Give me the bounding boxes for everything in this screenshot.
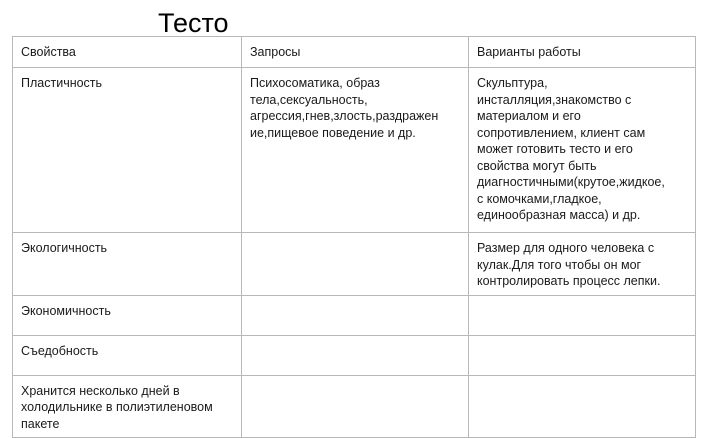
table-row: [13, 233, 696, 296]
table-row: [13, 335, 696, 375]
table-row: [13, 295, 696, 335]
work-options-cell: [469, 335, 696, 375]
table-row: [13, 375, 696, 438]
header-cell-work-options: Варианты работы: [469, 37, 696, 68]
work-options-cell: Размер для одного человека с кулак.Для того чтобы он мог контролировать процесс лепки.: [469, 233, 696, 296]
header-cell-requests: Запросы: [242, 37, 469, 68]
requests-cell: [242, 335, 469, 375]
work-options-cell: [469, 295, 696, 335]
property-cell: Съедобность: [13, 335, 242, 375]
table-row: [13, 68, 696, 233]
header-cell-properties: Свойства: [13, 37, 242, 68]
requests-cell: [242, 233, 469, 296]
requests-cell: Психосоматика, образ тела,сексуальность, агрессия,гнев,злость,раздражен ие,пищевое поведение и др.: [242, 68, 469, 233]
page-title: Тесто: [158, 8, 229, 38]
property-cell: Экономичность: [13, 295, 242, 335]
table-header-row: [13, 37, 696, 68]
work-options-cell: [469, 375, 696, 438]
requests-cell: [242, 295, 469, 335]
properties-table: [12, 36, 696, 438]
work-options-cell: Скульптура, инсталляция,знакомство с материалом и его сопротивлением, клиент сам может готовить тесто и его свойства могут быть диагностичными(крутое,жидкое, с комочками,гладкое, единообразная масса) и др.: [469, 68, 696, 233]
property-cell: Хранится несколько дней в холодильнике в полиэтиленовом пакете: [13, 375, 242, 438]
requests-cell: [242, 375, 469, 438]
property-cell: Пластичность: [13, 68, 242, 233]
property-cell: Экологичность: [13, 233, 242, 296]
